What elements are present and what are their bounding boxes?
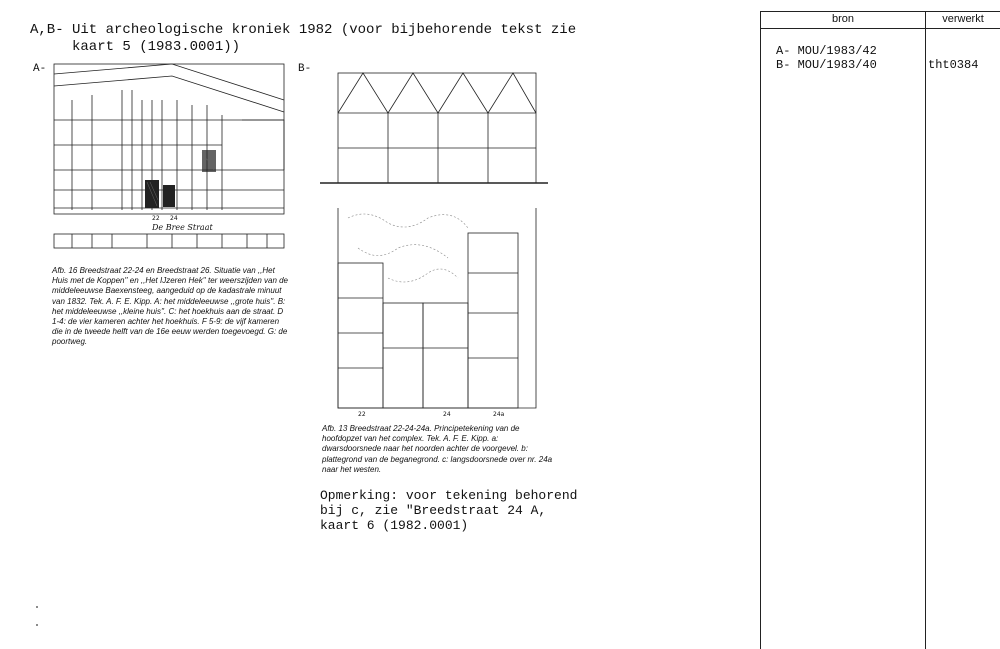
plan-number-24: 24	[443, 411, 451, 418]
figure-a-caption: Afb. 16 Breedstraat 22-24 en Breedstraat 26. Situatie van ,,Het Huis met de Koppen'' en ,,Het IJzeren Hek'' ter weerszijden van de middeleeuwse Baexensteeg, aangeduid op de kadastrale minuut van 1832. Tek. A. F. E. Kipp. A: het middeleeuwse ,,grote huis''. B: het middeleeuwse ,,kleine huis''. C: het hoekhuis aan de straat. D 1-4: de vier kameren achter het hoekhuis. F 5-9: de vijf kameren die in de tweede helft van de 16e eeuw werden toegevoegd. G: de poortweg.	[52, 266, 289, 347]
map-lower-strip	[54, 234, 284, 248]
plan-number-24a: 24a	[493, 411, 505, 418]
table-header-verwerkt: verwerkt	[942, 13, 984, 25]
table-header-border	[760, 28, 1000, 29]
cadastral-map-figure	[52, 60, 286, 250]
figure-a-label: A-	[33, 63, 47, 75]
plan-number-22: 22	[358, 411, 366, 418]
table-left-border	[760, 11, 761, 649]
table-top-border	[760, 11, 1000, 12]
roof-gable-3	[438, 73, 488, 113]
figure-b-label: B-	[298, 63, 312, 75]
map-number-22: 22	[152, 215, 160, 222]
table-row-2-verwerkt: tht0384	[928, 58, 979, 72]
table-row-1-bron: A- MOU/1983/42	[776, 44, 877, 58]
table-column-divider	[925, 11, 926, 649]
map-hatched-block-c	[202, 150, 216, 172]
plan-outline	[338, 208, 536, 408]
map-street-label: De Bree Straat	[152, 223, 213, 232]
map-number-24: 24	[170, 215, 178, 222]
map-hatched-block-b	[163, 185, 175, 207]
section-frame	[338, 73, 536, 183]
table-row-2-bron: B- MOU/1983/40	[776, 58, 877, 72]
remark-text: Opmerking: voor tekening behorend bij c, zie "Breedstraat 24 A, kaart 6 (1982.0001)	[320, 488, 578, 533]
roof-gable-4	[488, 73, 536, 113]
document-title: A,B- Uit archeologische kroniek 1982 (voor bijbehorende tekst zie kaart 5 (1983.0001))	[30, 22, 577, 55]
roof-gable-2	[388, 73, 438, 113]
architectural-drawing-figure	[318, 58, 550, 418]
scan-speck	[36, 624, 38, 626]
scan-speck	[36, 606, 38, 608]
roof-gable-1	[338, 73, 388, 113]
figure-b-caption: Afb. 13 Breedstraat 22-24-24a. Principetekening van de hoofdopzet van het complex. Tek. A. F. E. Kipp. a: dwarsdoorsnede naar het noorden achter de voorgevel. b: plattegrond van de beganegrond. c: langsdoorsnede over nr. 24a naar het westen.	[322, 424, 553, 474]
table-header-bron: bron	[831, 13, 855, 25]
